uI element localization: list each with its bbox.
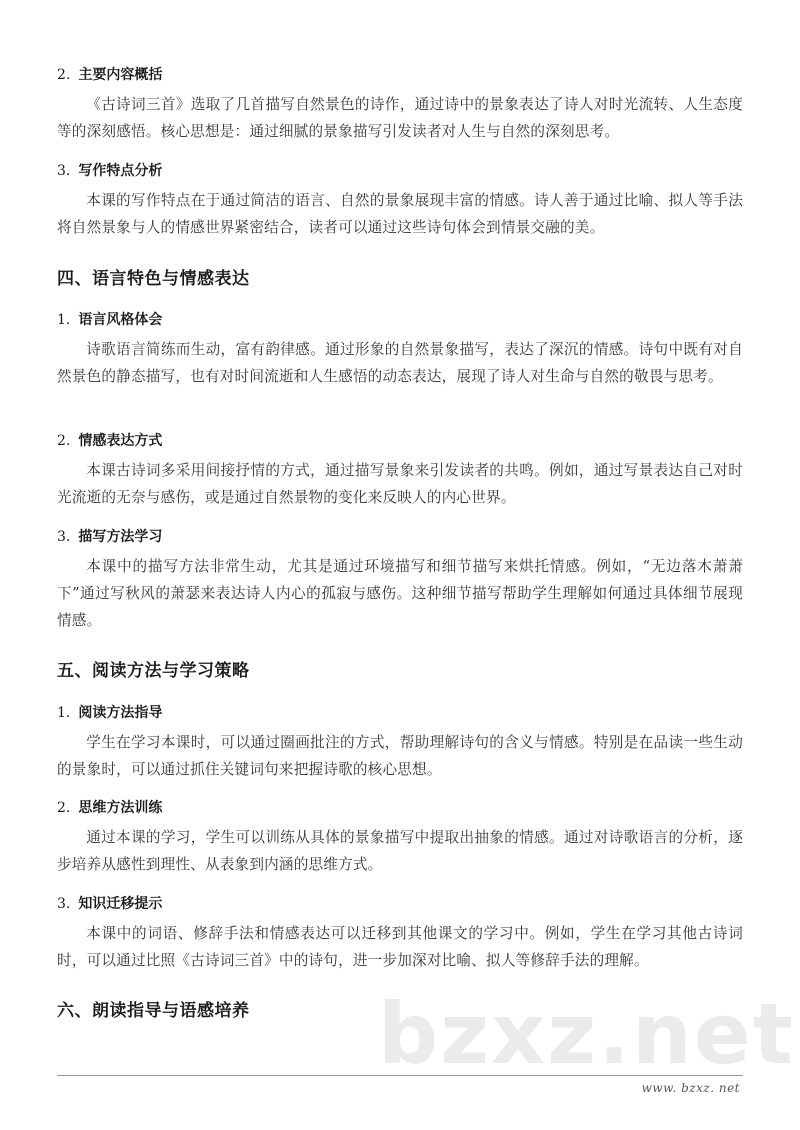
subsection-number: 3. [57,163,71,179]
paragraph: 诗歌语言简练而生动，富有韵律感。通过形象的自然景象描写，表达了深沉的情感。诗句中既有对自然景色的静态描写，也有对时间流逝和人生感悟的动态表达，展现了诗人对生命与自然的敬畏与思考。 [57,341,743,385]
subsection-number: 2. [57,433,71,449]
subsection-heading [57,64,743,84]
subsection-title: 知识迁移提示 [78,896,163,912]
subsection-title: 思维方法训练 [78,800,163,816]
paragraph: 《古诗词三首》选取了几首描写自然景色的诗作，通过诗中的景象表达了诗人对时光流转、人生态度等的深刻感悟。核心思想是：通过细腻的景象描写引发读者对人生与自然的深刻思考。 [57,96,743,140]
subsection-title: 描写方法学习 [78,529,163,545]
subsection-title: 写作特点分析 [78,163,163,179]
section-heading: 六、朗读指导与语感培养 [57,1001,250,1021]
subsection-heading [57,893,743,913]
subsection-number: 3. [57,529,71,545]
paragraph: 本课中的词语、修辞手法和情感表达可以迁移到其他课文的学习中。例如，学生在学习其他古诗词时，可以通过比照《古诗词三首》中的诗句，进一步加深对比喻、拟人等修辞手法的理解。 [57,925,743,969]
subsection-heading [57,160,743,180]
subsection-title: 语言风格体会 [78,312,163,328]
subsection-title: 阅读方法指导 [78,705,163,721]
subsection-heading [57,797,743,817]
footer-url: www. bzxz. net [641,1081,740,1095]
subsection-heading [57,430,743,450]
subsection-heading [57,309,743,329]
subsection-title: 主要内容概括 [78,67,163,83]
paragraph: 学生在学习本课时，可以通过圈画批注的方式，帮助理解诗句的含义与情感。特别是在品读一些生动的景象时，可以通过抓住关键词句来把握诗歌的核心思想。 [57,734,743,778]
subsection-heading [57,526,743,546]
subsection-title: 情感表达方式 [78,433,163,449]
subsection-number: 2. [57,67,71,83]
subsection-number: 3. [57,896,71,912]
section-heading: 五、阅读方法与学习策略 [57,661,250,681]
footer-divider [57,1075,743,1076]
watermark: bzxz.net [378,985,795,1083]
paragraph: 本课古诗词多采用间接抒情的方式，通过描写景象来引发读者的共鸣。例如，通过写景表达自己对时光流逝的无奈与感伤，或是通过自然景物的变化来反映人的内心世界。 [57,462,743,506]
section-heading: 四、语言特色与情感表达 [57,269,250,289]
subsection-heading [57,702,743,722]
subsection-number: 1. [57,705,71,721]
subsection-number: 1. [57,312,71,328]
paragraph: 本课中的描写方法非常生动，尤其是通过环境描写和细节描写来烘托情感。例如，“无边落木萧萧下”通过写秋风的萧瑟来表达诗人内心的孤寂与感伤。这种细节描写帮助学生理解如何通过具体细节展现情感。 [57,558,743,629]
paragraph: 通过本课的学习，学生可以训练从具体的景象描写中提取出抽象的情感。通过对诗歌语言的分析，逐步培养从感性到理性、从表象到内涵的思维方式。 [57,829,743,873]
subsection-number: 2. [57,800,71,816]
paragraph: 本课的写作特点在于通过简洁的语言、自然的景象展现丰富的情感。诗人善于通过比喻、拟人等手法将自然景象与人的情感世界紧密结合，读者可以通过这些诗句体会到情景交融的美。 [57,192,743,236]
